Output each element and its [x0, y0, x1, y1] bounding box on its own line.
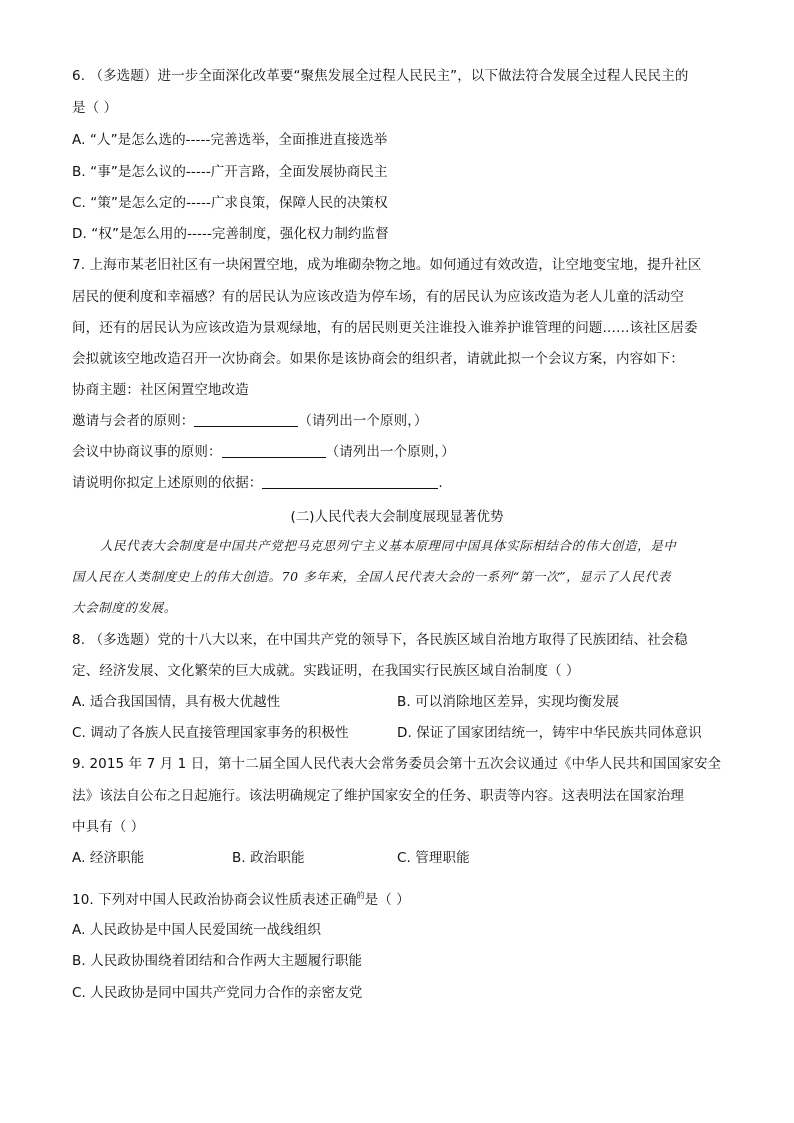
q6-option-b: B. “事”是怎么议的-----广开言路，全面发展协商民主 [72, 164, 388, 180]
q6-stem-line-1: 6. （多选题）进一步全面深化改革要“聚焦发展全过程人民民主”，以下做法符合发展全过程人民民主的 [72, 68, 689, 84]
section-title: (二)人民代表大会制度展现显著优势 [290, 509, 504, 525]
q7-invite-label: 邀请与会者的原则： [72, 413, 195, 429]
material-line-3: 大会制度的发展。 [72, 600, 177, 615]
q9-option-c: C. 管理职能 [397, 850, 470, 866]
answer-blank[interactable] [222, 443, 326, 458]
q10-stem-part-2: 是（ ） [364, 892, 410, 908]
q8-option-a: A. 适合我国国情，具有极大优越性 [72, 694, 281, 710]
q7-invite-principle [72, 411, 428, 431]
material-line-1: 人民代表大会制度是中国共产党把马克思列宁主义基本原理同中国具体实际相结合的伟大创造，是中 [100, 538, 677, 553]
q6-stem-line-2: 是（ ） [72, 100, 118, 116]
q7-basis-label: 请说明你拟定上述原则的依据： [72, 475, 263, 491]
q10-stem [72, 886, 410, 910]
q8-stem-line-1: 8. （多选题）党的十八大以来，在中国共产党的领导下，各民族区域自治地方取得了民族团结、社会稳 [72, 632, 688, 648]
q9-stem-line-2: 法》该法自公布之日起施行。该法明确规定了维护国家安全的任务、职责等内容。这表明法在国家治理 [72, 788, 684, 804]
q9-stem-line-3: 中具有（ ） [72, 819, 145, 835]
answer-blank[interactable] [194, 412, 298, 427]
material-line-2: 国人民在人类制度史上的伟大创造。70 多年来，全国人民代表大会的一系列“第一次”，显示了人民代表 [72, 569, 671, 584]
q6-option-a: A. “人”是怎么选的-----完善选举，全面推进直接选举 [72, 132, 388, 148]
answer-blank[interactable] [262, 474, 438, 489]
q7-stem-line-2: 居民的便利度和幸福感？有的居民认为应该改造为停车场，有的居民认为应该改造为老人儿童的活动空 [72, 289, 684, 305]
q9-options-row [72, 848, 470, 868]
q7-invite-hint: （请列出一个原则，） [298, 413, 428, 429]
q10-stem-mark: 的 [356, 891, 365, 900]
q10-option-c: C. 人民政协是同中国共产党同力合作的亲密友党 [72, 985, 363, 1001]
q8-option-c: C. 调动了各族人民直接管理国家事务的积极性 [72, 725, 349, 741]
q10-option-b: B. 人民政协围绕着团结和合作两大主题履行职能 [72, 953, 363, 969]
q9-option-b: B. 政治职能 [232, 850, 305, 866]
q8-option-d: D. 保证了国家团结统一，铸牢中华民族共同体意识 [397, 725, 702, 741]
q10-stem-part-1: 10. 下列对中国人民政治协商会议性质表述正确 [72, 892, 357, 908]
q7-basis-end: . [438, 475, 443, 491]
q8-option-b: B. 可以消除地区差异，实现均衡发展 [397, 694, 620, 710]
q8-options-row-2 [72, 723, 702, 743]
q8-options-row-1 [72, 692, 620, 712]
q7-discuss-label: 会议中协商议事的原则： [72, 444, 222, 460]
q8-stem-line-2: 定、经济发展、文化繁荣的巨大成就。实践证明，在我国实行民族区域自治制度（ ） [72, 663, 580, 679]
q7-topic: 协商主题：社区闲置空地改造 [72, 382, 249, 398]
q6-option-d: D. “权”是怎么用的-----完善制度，强化权力制约监督 [72, 226, 389, 242]
q9-option-a: A. 经济职能 [72, 850, 145, 866]
q6-option-c: C. “策”是怎么定的-----广求良策，保障人民的决策权 [72, 195, 388, 211]
q7-stem-line-1: 7. 上海市某老旧社区有一块闲置空地，成为堆砌杂物之地。如何通过有效改造，让空地变宝地，提升社区 [72, 257, 702, 273]
q7-stem-line-3: 间，还有的居民认为应该改造为景观绿地，有的居民则更关注谁投入谁养护谁管理的问题……该社区居委 [72, 320, 698, 336]
q7-basis [72, 473, 443, 493]
q7-discuss-hint: （请列出一个原则，） [325, 444, 455, 460]
q7-discuss-principle [72, 442, 455, 462]
q9-stem-line-1: 9. 2015 年 7 月 1 日，第十二届全国人民代表大会常务委员会第十五次会议通过《中华人民共和国国家安全 [72, 756, 722, 772]
q7-stem-line-4: 会拟就该空地改造召开一次协商会。如果你是该协商会的组织者，请就此拟一个会议方案，内容如下： [72, 351, 684, 367]
q10-option-a: A. 人民政协是中国人民爱国统一战线组织 [72, 922, 322, 938]
